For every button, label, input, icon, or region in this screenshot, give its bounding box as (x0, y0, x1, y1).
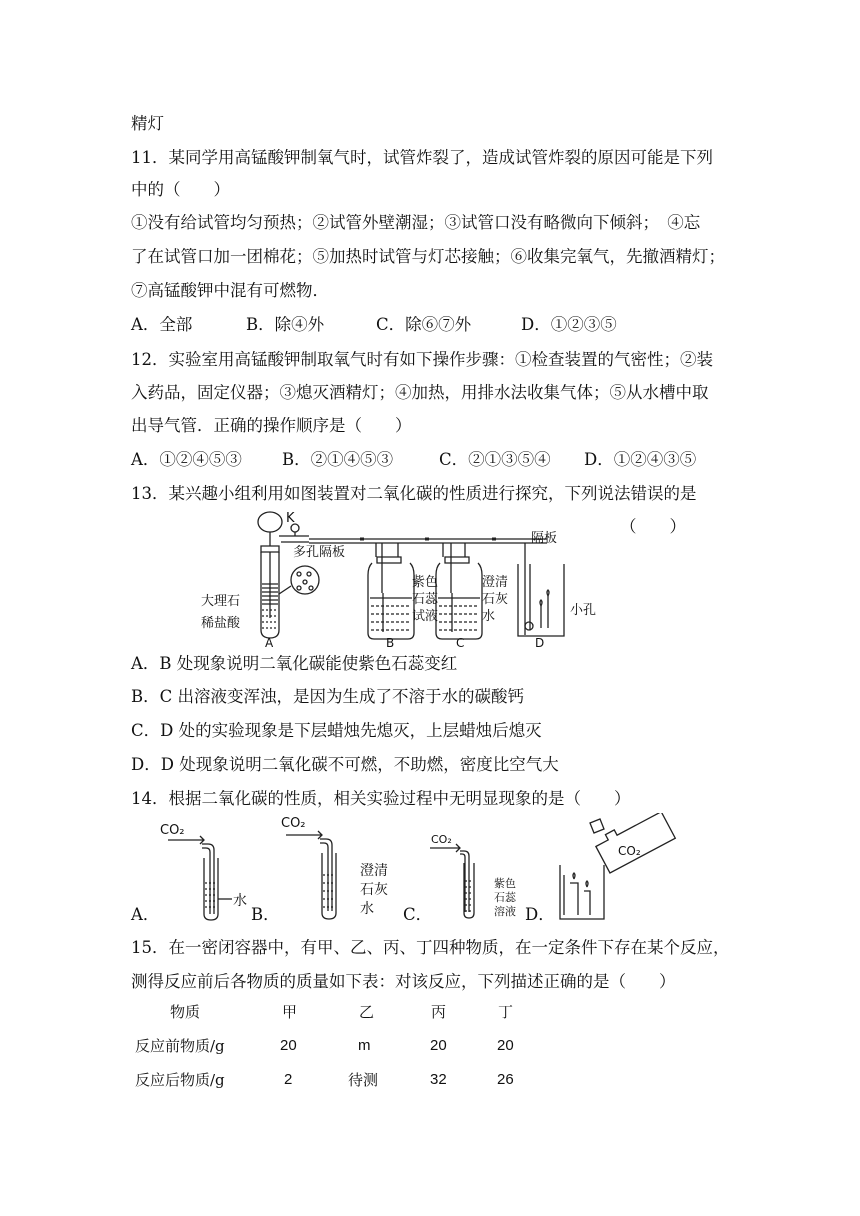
q11-option-d[interactable]: D．①②③⑤ (521, 315, 617, 334)
q13-label-partition: 隔板 (531, 531, 558, 546)
table-cell: 20 (430, 1037, 447, 1054)
q13-label-limewater-2: 石灰 (482, 592, 509, 607)
q12-stem-line-1: 12．实验室用高锰酸钾制取氧气时有如下操作步骤：①检查装置的气密性；②装 (131, 350, 713, 369)
q13-label-acid: 稀盐酸 (201, 616, 241, 631)
q14c-litmus-2: 石蕊 (494, 891, 516, 904)
q14d-co2-label: CO₂ (618, 844, 641, 858)
q14-option-d[interactable]: D． (525, 905, 555, 924)
table-row-after-label: 反应后物质/g (135, 1071, 225, 1089)
table-header-yi: 乙 (359, 1003, 375, 1021)
q11-option-a[interactable]: A．全部 (131, 315, 193, 334)
q13-label-c: C (456, 636, 465, 650)
table-cell: 待测 (348, 1071, 379, 1089)
table-cell: 32 (430, 1071, 447, 1088)
q13-label-litmus-2: 石蕊 (412, 592, 439, 607)
q14b-co2-label: CO₂ (281, 816, 306, 831)
q13-option-c[interactable]: C．D 处的实验现象是下层蜡烛先熄灭，上层蜡烛后熄灭 (131, 721, 542, 740)
q11-stem-line-2: 中的（ ） (131, 180, 230, 199)
q11-body-line-2: 了在试管口加一团棉花；⑤加热时试管与灯芯接触；⑥收集完氧气，先撤酒精灯； (131, 247, 725, 266)
q14-option-a[interactable]: A． (131, 905, 160, 924)
q14a-water-label: 水 (233, 893, 247, 909)
q13-label-d: D (535, 636, 545, 650)
q13-option-d[interactable]: D．D 处现象说明二氧化碳不可燃，不助燃，密度比空气大 (131, 755, 559, 774)
q13-label-marble: 大理石 (201, 594, 241, 609)
table-header-substance: 物质 (170, 1003, 201, 1021)
q12-stem-line-2: 入药品，固定仪器；③熄灭酒精灯；④加热，用排水法收集气体；⑤从水槽中取 (131, 383, 709, 402)
q13-option-b[interactable]: B．C 出溶液变浑浊，是因为生成了不溶于水的碳酸钙 (131, 687, 524, 706)
q14-stem: 14．根据二氧化碳的性质，相关实验过程中无明显现象的是（ ） (131, 789, 631, 808)
q15-stem-line-1: 15．在一密闭容器中，有甲、乙、丙、丁四种物质，在一定条件下存在某个反应， (131, 938, 730, 957)
table-cell: 26 (497, 1071, 514, 1088)
q11-body-line-1: ①没有给试管均匀预热；②试管外壁潮湿；③试管口没有略微向下倾斜； ④忘 (131, 213, 701, 232)
table-cell: 20 (497, 1037, 514, 1054)
q13-label-limewater-3: 水 (482, 609, 496, 624)
q11-option-b[interactable]: B．除④外 (246, 315, 325, 334)
q12-option-d[interactable]: D．①②④③⑤ (584, 450, 697, 469)
table-header-bing: 丙 (431, 1003, 447, 1021)
q12-option-a[interactable]: A．①②④⑤③ (131, 450, 242, 469)
q14c-litmus-3: 溶液 (494, 905, 516, 918)
q14-option-c[interactable]: C． (403, 905, 433, 924)
table-cell: 20 (280, 1037, 297, 1054)
q11-stem-line-1: 11．某同学用高锰酸钾制氧气时，试管炸裂了，造成试管炸裂的原因可能是下列 (131, 148, 713, 167)
table-cell: 2 (284, 1071, 293, 1088)
q14c-litmus-1: 紫色 (494, 877, 516, 890)
q14b-limewater-2: 石灰 (360, 882, 388, 898)
q13-label-a: A (265, 636, 274, 650)
q13-label-k: K (286, 511, 295, 526)
q14b-limewater-3: 水 (360, 901, 374, 917)
q13-label-limewater-1: 澄清 (482, 575, 509, 590)
q14-option-b[interactable]: B． (251, 905, 280, 924)
table-header-ding: 丁 (498, 1003, 514, 1021)
table-header-jia: 甲 (282, 1003, 298, 1021)
q15-stem-line-2: 测得反应前后各物质的质量如下表：对该反应，下列描述正确的是（ ） (131, 972, 676, 991)
q13-label-litmus-1: 紫色 (412, 575, 439, 590)
table-cell: m (358, 1037, 371, 1054)
q11-option-c[interactable]: C．除⑥⑦外 (376, 315, 472, 334)
q12-option-c[interactable]: C．②①③⑤④ (439, 450, 551, 469)
q13-label-b: B (386, 636, 395, 650)
table-row-before-label: 反应前物质/g (135, 1037, 225, 1055)
q14b-limewater-1: 澄清 (360, 863, 388, 879)
q14a-co2-label: CO₂ (160, 823, 185, 838)
q12-option-b[interactable]: B．②①④⑤③ (282, 450, 394, 469)
q11-body-line-3: ⑦高锰酸钾中混有可燃物． (131, 281, 329, 300)
previous-question-tail: 精灯 (131, 114, 164, 133)
q13-answer-paren: （ ） (620, 517, 686, 536)
q14c-co2-label: CO₂ (431, 833, 452, 846)
q13-label-hole: 小孔 (570, 603, 597, 618)
q13-stem-line-1: 13．某兴趣小组利用如图装置对二氧化碳的性质进行探究，下列说法错误的是 (131, 484, 697, 503)
q13-label-litmus-3: 试液 (412, 609, 439, 624)
q12-stem-line-3: 出导气管．正确的操作顺序是（ ） (131, 416, 412, 435)
q13-label-porous-plate: 多孔隔板 (293, 545, 346, 560)
q13-option-a[interactable]: A．B 处现象说明二氧化碳能使紫色石蕊变红 (131, 654, 458, 673)
